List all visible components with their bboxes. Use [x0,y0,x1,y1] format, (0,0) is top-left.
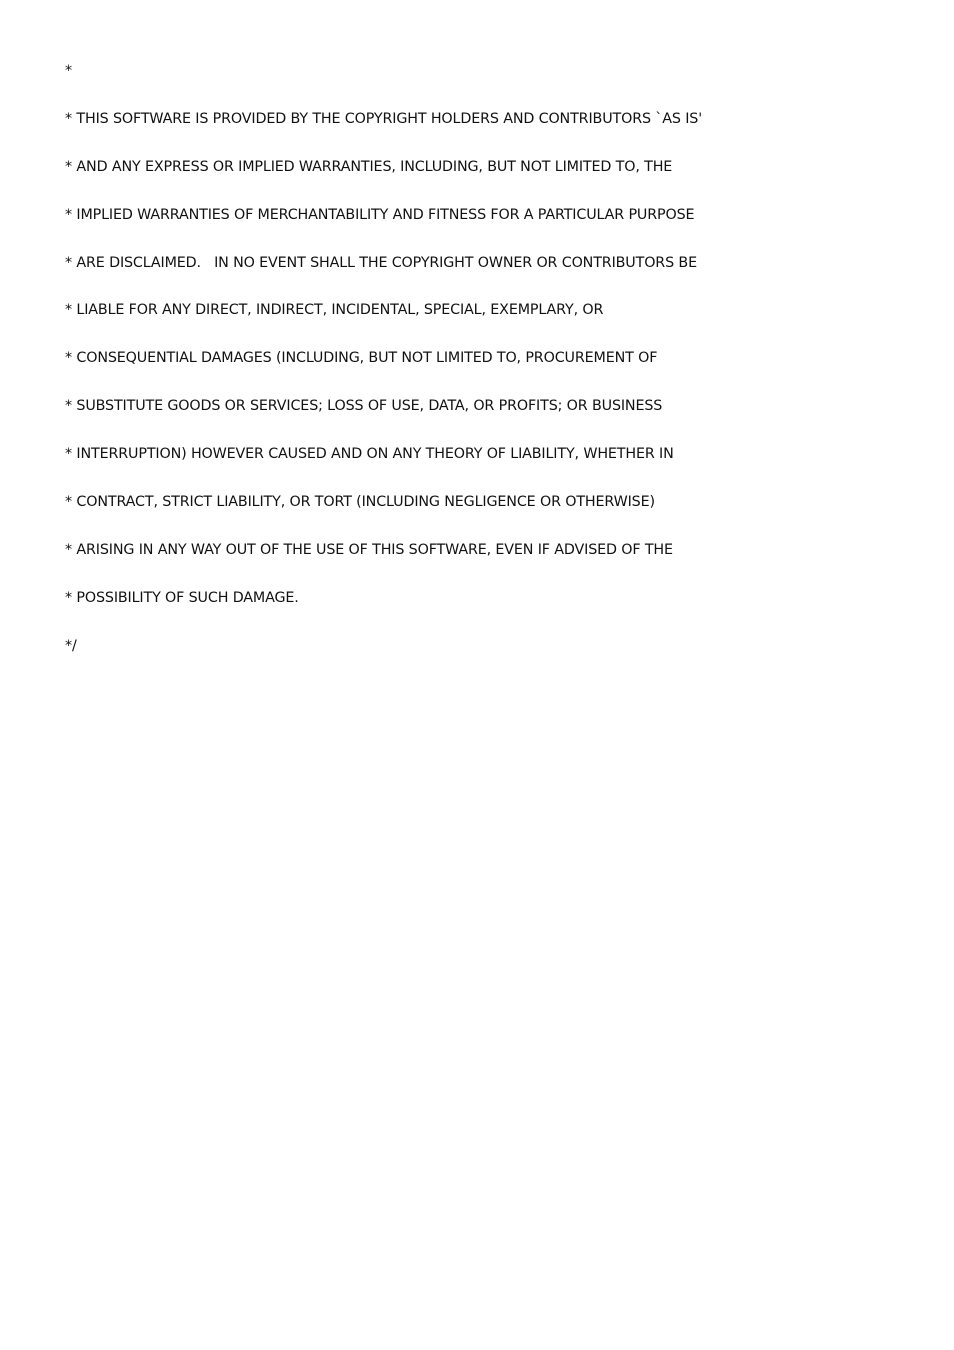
license-line: * SUBSTITUTE GOODS OR SERVICES; LOSS OF USE, DATA, OR PROFITS; OR BUSINESS [65,398,663,415]
license-line: * THIS SOFTWARE IS PROVIDED BY THE COPYRIGHT HOLDERS AND CONTRIBUTORS `AS IS' [65,110,703,127]
license-line: * ARISING IN ANY WAY OUT OF THE USE OF THIS SOFTWARE, EVEN IF ADVISED OF THE [65,541,673,558]
license-line: * CONSEQUENTIAL DAMAGES (INCLUDING, BUT NOT LIMITED TO, PROCUREMENT OF [65,350,658,367]
license-line: * CONTRACT, STRICT LIABILITY, OR TORT (INCLUDING NEGLIGENCE OR OTHERWISE) [65,494,655,511]
license-line: * AND ANY EXPRESS OR IMPLIED WARRANTIES, INCLUDING, BUT NOT LIMITED TO, THE [65,158,673,175]
license-line: * POSSIBILITY OF SUCH DAMAGE. [65,589,299,606]
license-line: * IMPLIED WARRANTIES OF MERCHANTABILITY AND FITNESS FOR A PARTICULAR PURPOSE [65,206,695,223]
license-line: * LIABLE FOR ANY DIRECT, INDIRECT, INCIDENTAL, SPECIAL, EXEMPLARY, OR [65,302,604,319]
license-line: * ARE DISCLAIMED. IN NO EVENT SHALL THE COPYRIGHT OWNER OR CONTRIBUTORS BE [65,254,697,271]
license-text-block [65,57,925,680]
license-line: * INTERRUPTION) HOWEVER CAUSED AND ON ANY THEORY OF LIABILITY, WHETHER IN [65,446,674,463]
license-line: * [65,63,72,79]
license-line: */ [65,637,77,654]
